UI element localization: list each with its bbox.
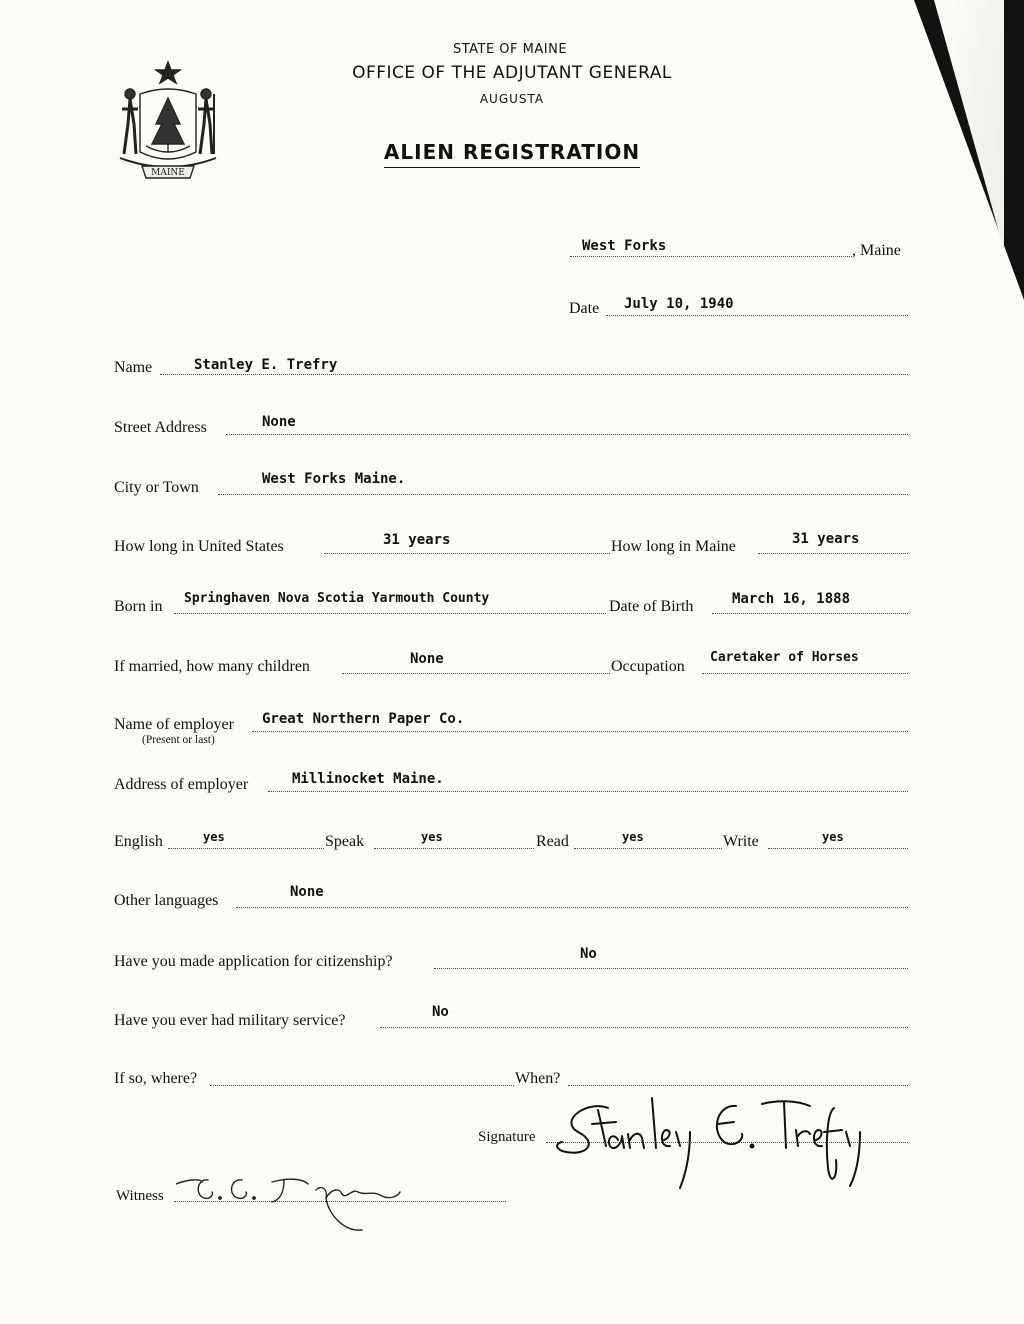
citizenship-label: Have you made application for citizenship? — [114, 953, 393, 970]
speak-line — [374, 848, 534, 849]
signature-label: Signature — [478, 1129, 536, 1145]
write-line — [768, 848, 908, 849]
maine-duration-label: How long in Maine — [611, 538, 736, 555]
employer-line — [252, 731, 908, 732]
children-line — [342, 673, 610, 674]
english-value: yes — [203, 830, 225, 844]
city-heading: AUGUSTA — [479, 92, 545, 106]
employer-value: Great Northern Paper Co. — [262, 711, 465, 727]
other-languages-value: None — [290, 884, 324, 900]
children-value: None — [410, 651, 444, 667]
read-label: Read — [536, 833, 569, 850]
english-line — [168, 848, 324, 849]
citizenship-line — [434, 968, 908, 969]
city-value: West Forks Maine. — [262, 471, 406, 487]
date-line — [606, 315, 908, 316]
english-label: English — [114, 833, 163, 850]
name-line — [160, 374, 908, 375]
street-line — [226, 434, 908, 435]
city-line — [218, 494, 908, 495]
occupation-value: Caretaker of Horses — [710, 650, 859, 665]
form-title: ALIEN REGISTRATION — [0, 140, 1024, 168]
citizenship-value: No — [580, 946, 597, 962]
occupation-line — [702, 673, 908, 674]
employer-address-value: Millinocket Maine. — [292, 771, 444, 787]
other-languages-line — [236, 907, 908, 908]
state-heading: STATE OF MAINE — [452, 42, 568, 57]
city-label: City or Town — [114, 479, 199, 496]
birthplace-value: Springhaven Nova Scotia Yarmouth County — [184, 591, 490, 606]
place-value: West Forks — [582, 238, 667, 254]
occupation-label: Occupation — [611, 658, 685, 675]
witness-label: Witness — [116, 1188, 164, 1204]
military-label: Have you ever had military service? — [114, 1012, 346, 1029]
employer-address-label: Address of employer — [114, 776, 249, 793]
place-line — [570, 256, 852, 257]
dob-value: March 16, 1888 — [732, 591, 851, 607]
applicant-signature — [548, 1090, 878, 1190]
svg-text:MAINE: MAINE — [151, 168, 185, 178]
birthplace-label: Born in — [114, 598, 163, 615]
write-label: Write — [723, 833, 759, 850]
date-value: July 10, 1940 — [624, 296, 734, 312]
where-label: If so, where? — [114, 1070, 198, 1087]
military-line — [380, 1027, 908, 1028]
witness-signature — [176, 1170, 416, 1240]
speak-label: Speak — [325, 833, 365, 850]
office-heading: OFFICE OF THE ADJUTANT GENERAL — [352, 63, 672, 83]
employer-label: Name of employer — [114, 716, 234, 733]
other-languages-label: Other languages — [114, 892, 219, 909]
street-value: None — [262, 414, 296, 430]
birthplace-line — [174, 613, 606, 614]
where-line — [210, 1085, 514, 1086]
street-label: Street Address — [114, 419, 207, 436]
place-suffix: , Maine — [852, 242, 901, 259]
maine-duration-value: 31 years — [792, 531, 860, 547]
date-label: Date — [569, 300, 600, 317]
name-value: Stanley E. Trefry — [194, 357, 338, 373]
employer-address-line — [268, 791, 908, 792]
children-label: If married, how many children — [114, 658, 310, 675]
employer-sublabel: (Present or last) — [142, 734, 215, 746]
dob-label: Date of Birth — [609, 598, 694, 615]
us-duration-line — [324, 553, 610, 554]
maine-duration-line — [758, 553, 908, 554]
when-line — [568, 1085, 908, 1086]
dob-line — [712, 613, 908, 614]
military-value: No — [432, 1004, 449, 1020]
read-value: yes — [622, 830, 644, 844]
us-duration-value: 31 years — [383, 532, 451, 548]
speak-value: yes — [421, 830, 443, 844]
read-line — [574, 848, 722, 849]
name-label: Name — [114, 359, 153, 376]
us-duration-label: How long in United States — [114, 538, 284, 555]
when-label: When? — [515, 1070, 561, 1087]
write-value: yes — [822, 830, 844, 844]
